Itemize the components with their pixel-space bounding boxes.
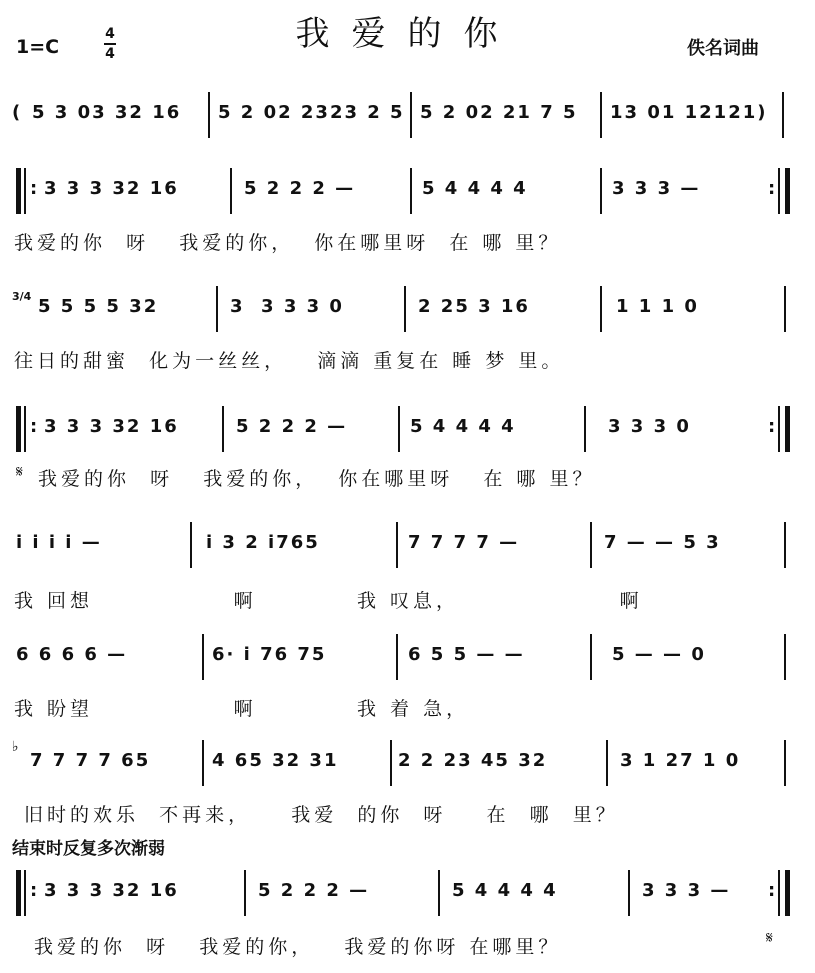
measure: 5 — — 0 xyxy=(612,644,706,665)
measure: 3 3 3 — xyxy=(612,178,701,199)
measure: 6 5 5 — — xyxy=(408,644,525,665)
key-signature: 1=C xyxy=(16,36,60,58)
measure: 7 — — 5 3 xyxy=(604,532,721,553)
time-signature xyxy=(104,26,116,62)
measure: 6· i 76 75 xyxy=(212,644,327,665)
measure: 3 3 3 0 xyxy=(608,416,691,437)
staff-row-1: : 3 3 3 32 16 5 2 2 2 — 5 4 4 4 4 3 3 3 — : xyxy=(12,168,795,218)
measure: 3 3 3 32 16 xyxy=(44,880,179,901)
segno-mark: 𝄋 xyxy=(16,462,23,481)
measure: 5 5 5 5 32 xyxy=(38,296,159,317)
measure: 7 7 7 7 65 xyxy=(30,750,151,771)
measure: 3 3 3 32 16 xyxy=(44,178,179,199)
measure: 5 3 03 32 16 xyxy=(32,102,182,123)
measure: 2 2 23 45 32 xyxy=(398,750,548,771)
lyric-line: 我 回想 啊 我 叹息， 啊 xyxy=(14,590,643,612)
staff-row-3: : 3 3 3 32 16 5 2 2 2 — 5 4 4 4 4 3 3 3 0 : xyxy=(12,406,795,456)
lyric-line: 往日的甜蜜 化为一丝丝， 滴滴 重复在 睡 梦 里。 xyxy=(14,350,565,372)
song-title: 我爱的你 xyxy=(295,14,520,54)
measure: 5 4 4 4 4 xyxy=(410,416,516,437)
lyric-line: 我爱的你 呀 我爱的你， 我爱的你呀 在哪里？ xyxy=(34,936,562,958)
measure: 2 25 3 16 xyxy=(418,296,530,317)
staff-row-intro xyxy=(12,92,795,142)
measure: 5 2 2 2 — xyxy=(244,178,356,199)
lyric-line: 我 盼望 啊 我 着 急， xyxy=(14,698,470,720)
measure: 3 1 27 1 0 xyxy=(620,750,741,771)
time-top: 4 xyxy=(105,26,115,42)
lyric-line: 旧时的欢乐 不再来， 我爱 的你 呀 在 哪 里？ xyxy=(24,804,619,826)
segno-mark-end: 𝄋 xyxy=(766,928,773,947)
staff-row-6 xyxy=(12,740,795,790)
staff-row-7: : 3 3 3 32 16 5 2 2 2 — 5 4 4 4 4 3 3 3 — : xyxy=(12,870,795,920)
measure: 5 2 02 21 7 5 xyxy=(420,102,578,123)
measure: 3 3 3 — xyxy=(642,880,731,901)
measure: 5 4 4 4 4 xyxy=(422,178,528,199)
lyric-line: 我爱的你 呀 我爱的你， 你在哪里呀 在 哪 里？ xyxy=(14,232,562,254)
repeat-instruction: 结束时反复多次渐弱 xyxy=(12,839,165,859)
measure: i 3 2 i765 xyxy=(206,532,320,553)
staff-row-2 xyxy=(12,286,795,336)
staff-row-5 xyxy=(12,634,795,684)
measure: 5 2 2 2 — xyxy=(258,880,370,901)
measure: 3 3 3 32 16 xyxy=(44,416,179,437)
intro-paren: ( xyxy=(12,102,23,123)
measure: 5 2 02 2323 2 5 xyxy=(218,102,405,123)
measure: 4 65 32 31 xyxy=(212,750,339,771)
measure: 5 4 4 4 4 xyxy=(452,880,558,901)
measure: 3 3 3 3 0 xyxy=(230,296,344,317)
staff-row-4 xyxy=(12,522,795,572)
measure: 5 2 2 2 — xyxy=(236,416,348,437)
time-change: 3/4 xyxy=(12,290,32,303)
time-bottom: 4 xyxy=(105,46,115,62)
lyric-line: 我爱的你 呀 我爱的你， 你在哪里呀 在 哪 里？ xyxy=(38,468,596,490)
measure: 1 1 1 0 xyxy=(616,296,699,317)
credit: 佚名词曲 xyxy=(687,38,759,59)
measure: 6 6 6 6 — xyxy=(16,644,128,665)
measure: 7 7 7 7 — xyxy=(408,532,520,553)
flat-mark: ♭ xyxy=(12,739,21,755)
measure: 13 01 12121) xyxy=(610,102,768,123)
measure: i i i i — xyxy=(16,532,102,553)
